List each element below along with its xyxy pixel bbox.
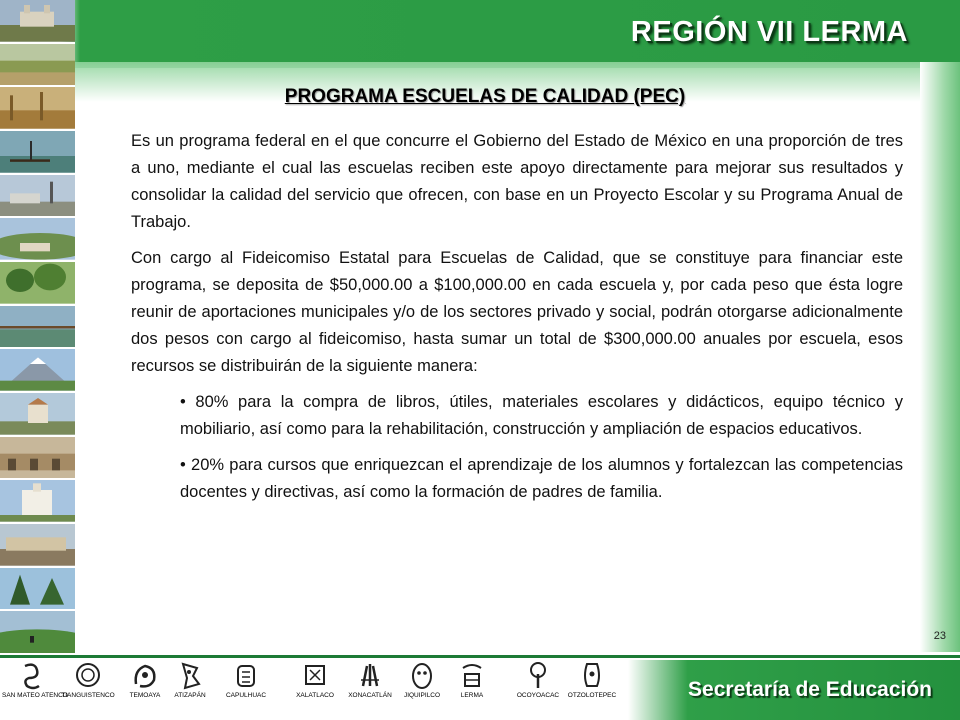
logo-label: TEMOAYA (129, 692, 161, 699)
logo-label: XALATLACO (296, 692, 334, 699)
glyph-icon (355, 660, 385, 692)
logo-xalatlaco (285, 660, 345, 699)
logo-capulhuac (216, 660, 276, 699)
logo-label: SAN MATEO ATENCO (2, 692, 68, 699)
glyph-icon (577, 660, 607, 692)
glyph-icon (175, 660, 205, 692)
photo-fields (0, 44, 75, 88)
document-body (131, 128, 903, 515)
photo-industrial (0, 175, 75, 219)
glyph-icon (457, 660, 487, 692)
glyph-icon (523, 660, 553, 692)
photo-volcano (0, 349, 75, 393)
logo-label: LERMA (460, 692, 484, 699)
logo-atizapan (160, 660, 220, 699)
photo-chapel (0, 393, 75, 437)
logo-otzolotepec (562, 660, 622, 699)
logo-label: TIANGUISTENCO (61, 692, 115, 699)
logo-san-mateo-atenco (2, 660, 68, 699)
logo-lerma (442, 660, 502, 699)
photo-arcade (0, 437, 75, 481)
photo-pine-trees (0, 568, 75, 612)
side-green-band (920, 62, 960, 652)
logo-label: XONACATLÁN (348, 692, 392, 699)
paragraph-funding: Con cargo al Fideicomiso Estatal para Escuelas de Calidad, que se constituye para financiar este programa, se deposita de $50,000.00 a $100,000.00 en cada escuela y, por cada peso que ésta logre reunir de aportaciones municipales y/o de los sectores privado y social, podrán otorgarse adicionalmente dos pesos con cargo al fideicomiso, hasta sumar un total de $300,000.00 anuales por escuela, esos recursos se distribuirán de la siguiente manera: (131, 249, 903, 375)
logo-ocoyoacac (508, 660, 568, 699)
footer-municipality-logos (0, 660, 625, 720)
document-title: PROGRAMA ESCUELAS DE CALIDAD (PEC) (284, 86, 686, 107)
secretaria-title: Secretaría de Educación (688, 678, 932, 701)
photo-trees (0, 262, 75, 306)
glyph-icon (73, 660, 103, 692)
photo-boat-lake (0, 131, 75, 175)
photo-white-church (0, 480, 75, 524)
glyph-icon (130, 660, 160, 692)
bullet-item-80: • 80% para la compra de libros, útiles, materiales escolares y didácticos, equipo técnico y mobiliario, así como para la rehabilitación, construcción y ampliación de espacios educativos. (180, 393, 903, 438)
logo-label: OCOYOACAC (516, 692, 560, 699)
page-number: 23 (933, 630, 946, 642)
photo-town-hills (0, 218, 75, 262)
glyph-icon (300, 660, 330, 692)
photo-church-landscape (0, 0, 75, 44)
photo-valley (0, 611, 75, 655)
bullet-item-20: • 20% para cursos que enriquezcan el aprendizaje de los alumnos y fortalezcan las competencias docentes y directivas, así como la formación de padres de familia. (180, 456, 903, 501)
logo-label: CAPULHUAC (225, 692, 267, 699)
logo-label: OTZOLOTEPEC (567, 692, 617, 699)
glyph-icon (231, 660, 261, 692)
paragraph-intro: Es un programa federal en el que concurre el Gobierno del Estado de México en una proporción de tres a uno, mediante el cual las escuelas reciben este apoyo directamente para mejorar sus resultados y consolidar la calidad del servicio que ofrecen, con base en un Proyecto Escolar y su Programa Anual de Trabajo. (131, 132, 903, 231)
glyph-icon (407, 660, 437, 692)
footer-brand-bar (628, 660, 960, 720)
glyph-icon (17, 660, 47, 692)
logo-xonacatlan (340, 660, 400, 699)
photo-bridge (0, 306, 75, 350)
region-title: REGIÓN VII LERMA (630, 16, 908, 48)
logo-tianguistenco (58, 660, 118, 699)
footer-divider (0, 655, 960, 658)
photo-market (0, 524, 75, 568)
logo-label: ATIZAPÁN (174, 692, 206, 699)
logo-label: JIQUIPILCO (403, 692, 441, 699)
